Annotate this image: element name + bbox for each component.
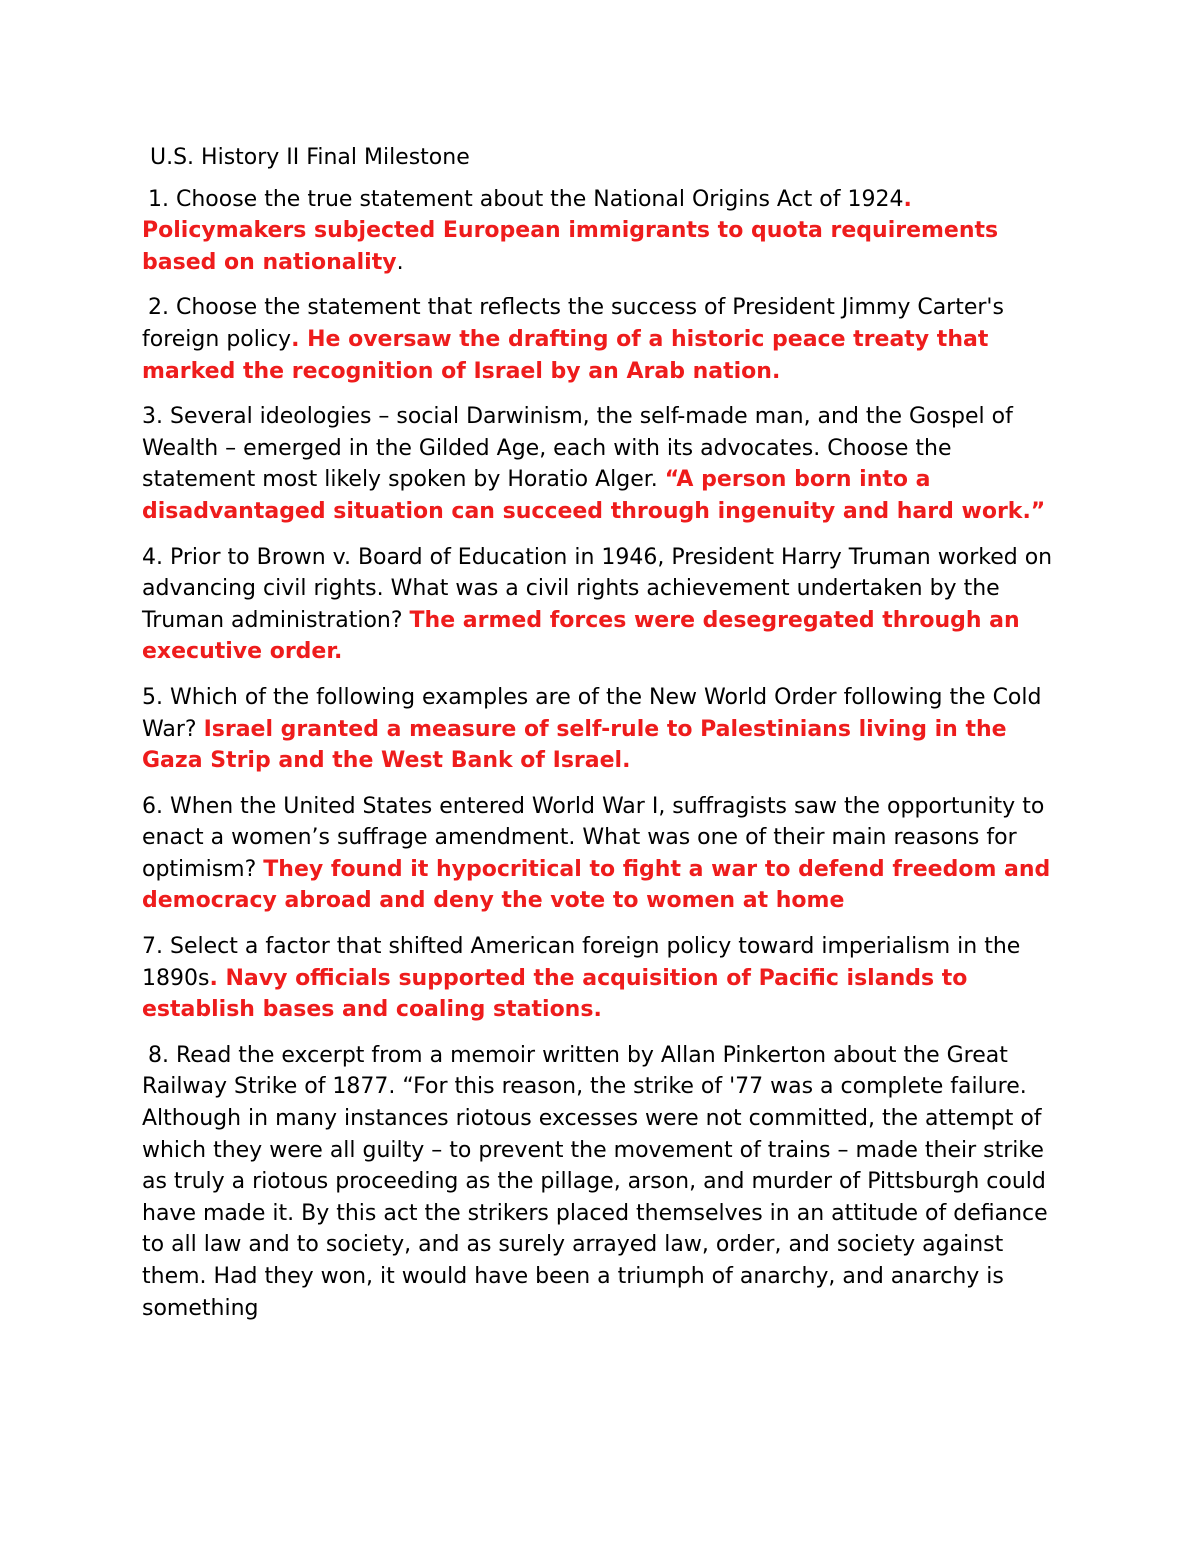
answer-text: Israel granted a measure of self-rule to Palestinians living in the Gaza Strip and the West Bank of Israel. [142, 716, 1007, 774]
question-tail: . [396, 249, 404, 275]
question-number: 7. [142, 934, 163, 960]
document-title: U.S. History II Final Milestone [150, 145, 470, 170]
question-number: 1. [148, 186, 169, 212]
question-number: 5. [142, 684, 163, 710]
question-text: When the United States entered World War I, suffragists saw the opportunity to enact a women’s suffrage amendment. What was one of their main reasons for optimism? [142, 793, 1045, 882]
question-1 [142, 184, 1062, 279]
answer-text: . Policymakers subjected European immigrants to quota requirements based on nationality [142, 186, 999, 275]
answer-text: . Navy officials supported the acquisition of Pacific islands to establish bases and coaling stations. [142, 965, 968, 1023]
question-number: 8. [148, 1042, 169, 1068]
question-text: Choose the true statement about the National Origins Act of 1924 [176, 186, 904, 212]
question-text: Which of the following examples are of the New World Order following the Cold War? [142, 684, 1042, 742]
answer-text: . He oversaw the drafting of a historic peace treaty that marked the recognition of Israel by an Arab nation. [142, 326, 989, 384]
question-number: 2. [148, 295, 169, 321]
question-text: Several ideologies – social Darwinism, the self-made man, and the Gospel of Wealth – emerged in the Gilded Age, each with its advocates. Choose the statement most likely spoken by Horatio Alger. [142, 404, 1013, 493]
question-number: 3. [142, 404, 163, 430]
question-number: 4. [142, 544, 163, 570]
question-text: Read the excerpt from a memoir written by Allan Pinkerton about the Great Railway Strike of 1877. “For this reason, the strike of '77 was a complete failure. Although in many instances riotous excesses were not committed, the attempt of which they were all guilty – to prevent the movement of trains – made their strike as truly a riotous proceeding as the pillage, arson, and murder of Pittsburgh could have made it. By this act the strikers placed themselves in an attitude of defiance to all law and to society, and as surely arrayed law, order, and society against them. Had they won, it would have been a triumph of anarchy, and anarchy is something [142, 1042, 1048, 1321]
question-number: 6. [142, 793, 163, 819]
answer-text: “A person born into a disadvantaged situation can succeed through ingenuity and hard work.” [142, 467, 1046, 524]
question-3 [142, 401, 1062, 527]
question-8 [142, 1040, 1062, 1324]
question-text: Prior to Brown v. Board of Education in 1946, President Harry Truman worked on advancing civil rights. What was a civil rights achievement undertaken by the Truman administration? [142, 544, 1053, 633]
document-body [142, 142, 1062, 1338]
question-6 [142, 791, 1062, 917]
question-2 [142, 292, 1062, 387]
question-7 [142, 931, 1062, 1026]
answer-text: They found it hypocritical to fight a war to defend freedom and democracy abroad and deny the vote to women at home [142, 856, 1051, 914]
question-text: Choose the statement that reflects the success of President Jimmy Carter's foreign policy [142, 295, 1004, 352]
question-5 [142, 682, 1062, 777]
question-text: Select a factor that shifted American foreign policy toward imperialism in the 1890s [142, 934, 1021, 991]
answer-text: The armed forces were desegregated through an executive order. [142, 607, 1020, 665]
question-4 [142, 542, 1062, 668]
